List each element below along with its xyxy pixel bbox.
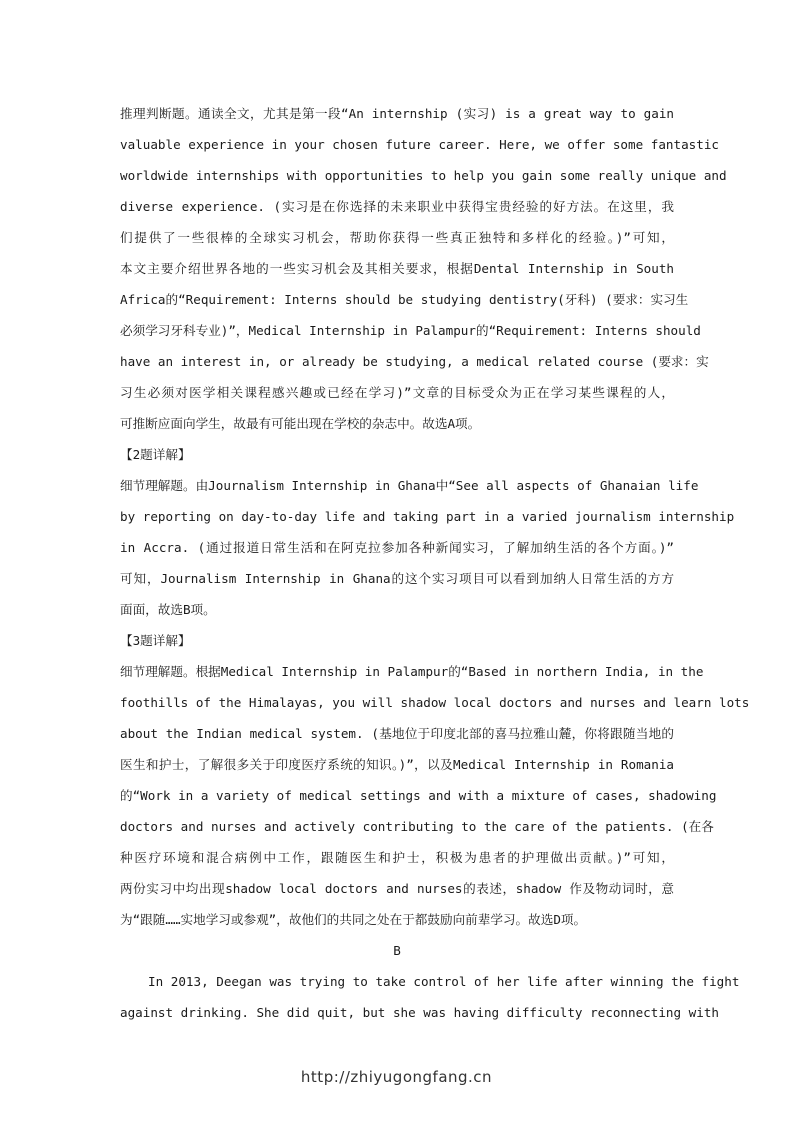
text-line: about the Indian medical system. (基地位于印度北部的喜马拉雅山麓，你将跟随当地的 [120, 726, 674, 741]
text-line: against drinking. She did quit, but she was having difficulty reconnecting with [120, 1005, 719, 1020]
text-line: valuable experience in your chosen future career. Here, we offer some fantastic [120, 137, 719, 152]
text-line: by reporting on day-to-day life and taking part in a varied journalism internship [120, 509, 735, 524]
text-line: Africa的“Requirement: Interns should be studying dentistry(牙科) (要求：实习生 [120, 292, 689, 307]
text-line: In 2013, Deegan was trying to take control of her life after winning the fight [148, 974, 740, 989]
text-line: 习生必须对医学相关课程感兴趣或已经在学习)”文章的目标受众为正在学习某些课程的人， [120, 385, 674, 400]
text-line: 面面，故选B项。 [120, 602, 216, 617]
text-line: 本文主要介绍世界各地的一些实习机会及其相关要求，根据Dental Internship in South [120, 261, 674, 276]
text-line: 细节理解题。根据Medical Internship in Palampur的“Based in northern India, in the [120, 664, 704, 679]
text-line: in Accra. (通过报道日常生活和在阿克拉参加各种新闻实习，了解加纳生活的各个方面。)” [120, 540, 674, 555]
section-label-b: B [393, 943, 401, 958]
text-line: 推理判断题。通读全文，尤其是第一段“An internship (实习) is a great way to gain [120, 106, 674, 121]
text-line: 细节理解题。由Journalism Internship in Ghana中“See all aspects of Ghanaian life [120, 478, 699, 493]
text-line: have an interest in, or already be studying, a medical related course (要求：实 [120, 354, 709, 369]
text-line: 可知，Journalism Internship in Ghana的这个实习项目可以看到加纳人日常生活的方方 [120, 571, 674, 586]
text-line: worldwide internships with opportunities to help you gain some really unique and [120, 168, 727, 183]
text-line: 必须学习牙科专业)”，Medical Internship in Palampur的“Requirement: Interns should [120, 323, 701, 338]
text-line: 们提供了一些很棒的全球实习机会，帮助你获得一些真正独特和多样化的经验。)”可知， [120, 230, 674, 245]
paragraph-answer-3 [120, 656, 750, 935]
text-line: 的“Work in a variety of medical settings and with a mixture of cases, shadowing [120, 788, 717, 803]
text-line: 可推断应面向学生，故最有可能出现在学校的杂志中。故选A项。 [120, 416, 481, 431]
text-line: 两份实习中均出现shadow local doctors and nurses的表述，shadow 作及物动词时，意 [120, 881, 674, 896]
text-line: 为“跟随……实地学习或参观”，故他们的共同之处在于都鼓励向前辈学习。故选D项。 [120, 912, 587, 927]
section-heading-3: 【3题详解】 [120, 633, 191, 648]
text-line: diverse experience. (实习是在你选择的未来职业中获得宝贵经验的好方法。在这里，我 [120, 199, 674, 214]
paragraph-answer-1 [120, 98, 727, 439]
footer-url: http://zhiyugongfang.cn [300, 1068, 493, 1086]
paragraph-passage-b [120, 966, 740, 1028]
section-heading-2: 【2题详解】 [120, 447, 191, 462]
text-line: 种医疗环境和混合病例中工作，跟随医生和护士，积极为患者的护理做出贡献。)”可知， [120, 850, 674, 865]
text-line: doctors and nurses and actively contributing to the care of the patients. (在各 [120, 819, 714, 834]
text-line: foothills of the Himalayas, you will shadow local doctors and nurses and learn lots [120, 695, 750, 710]
paragraph-answer-2 [120, 470, 735, 625]
text-line: 医生和护士，了解很多关于印度医疗系统的知识。)”，以及Medical Internship in Romania [120, 757, 674, 772]
document-body [120, 98, 750, 1028]
